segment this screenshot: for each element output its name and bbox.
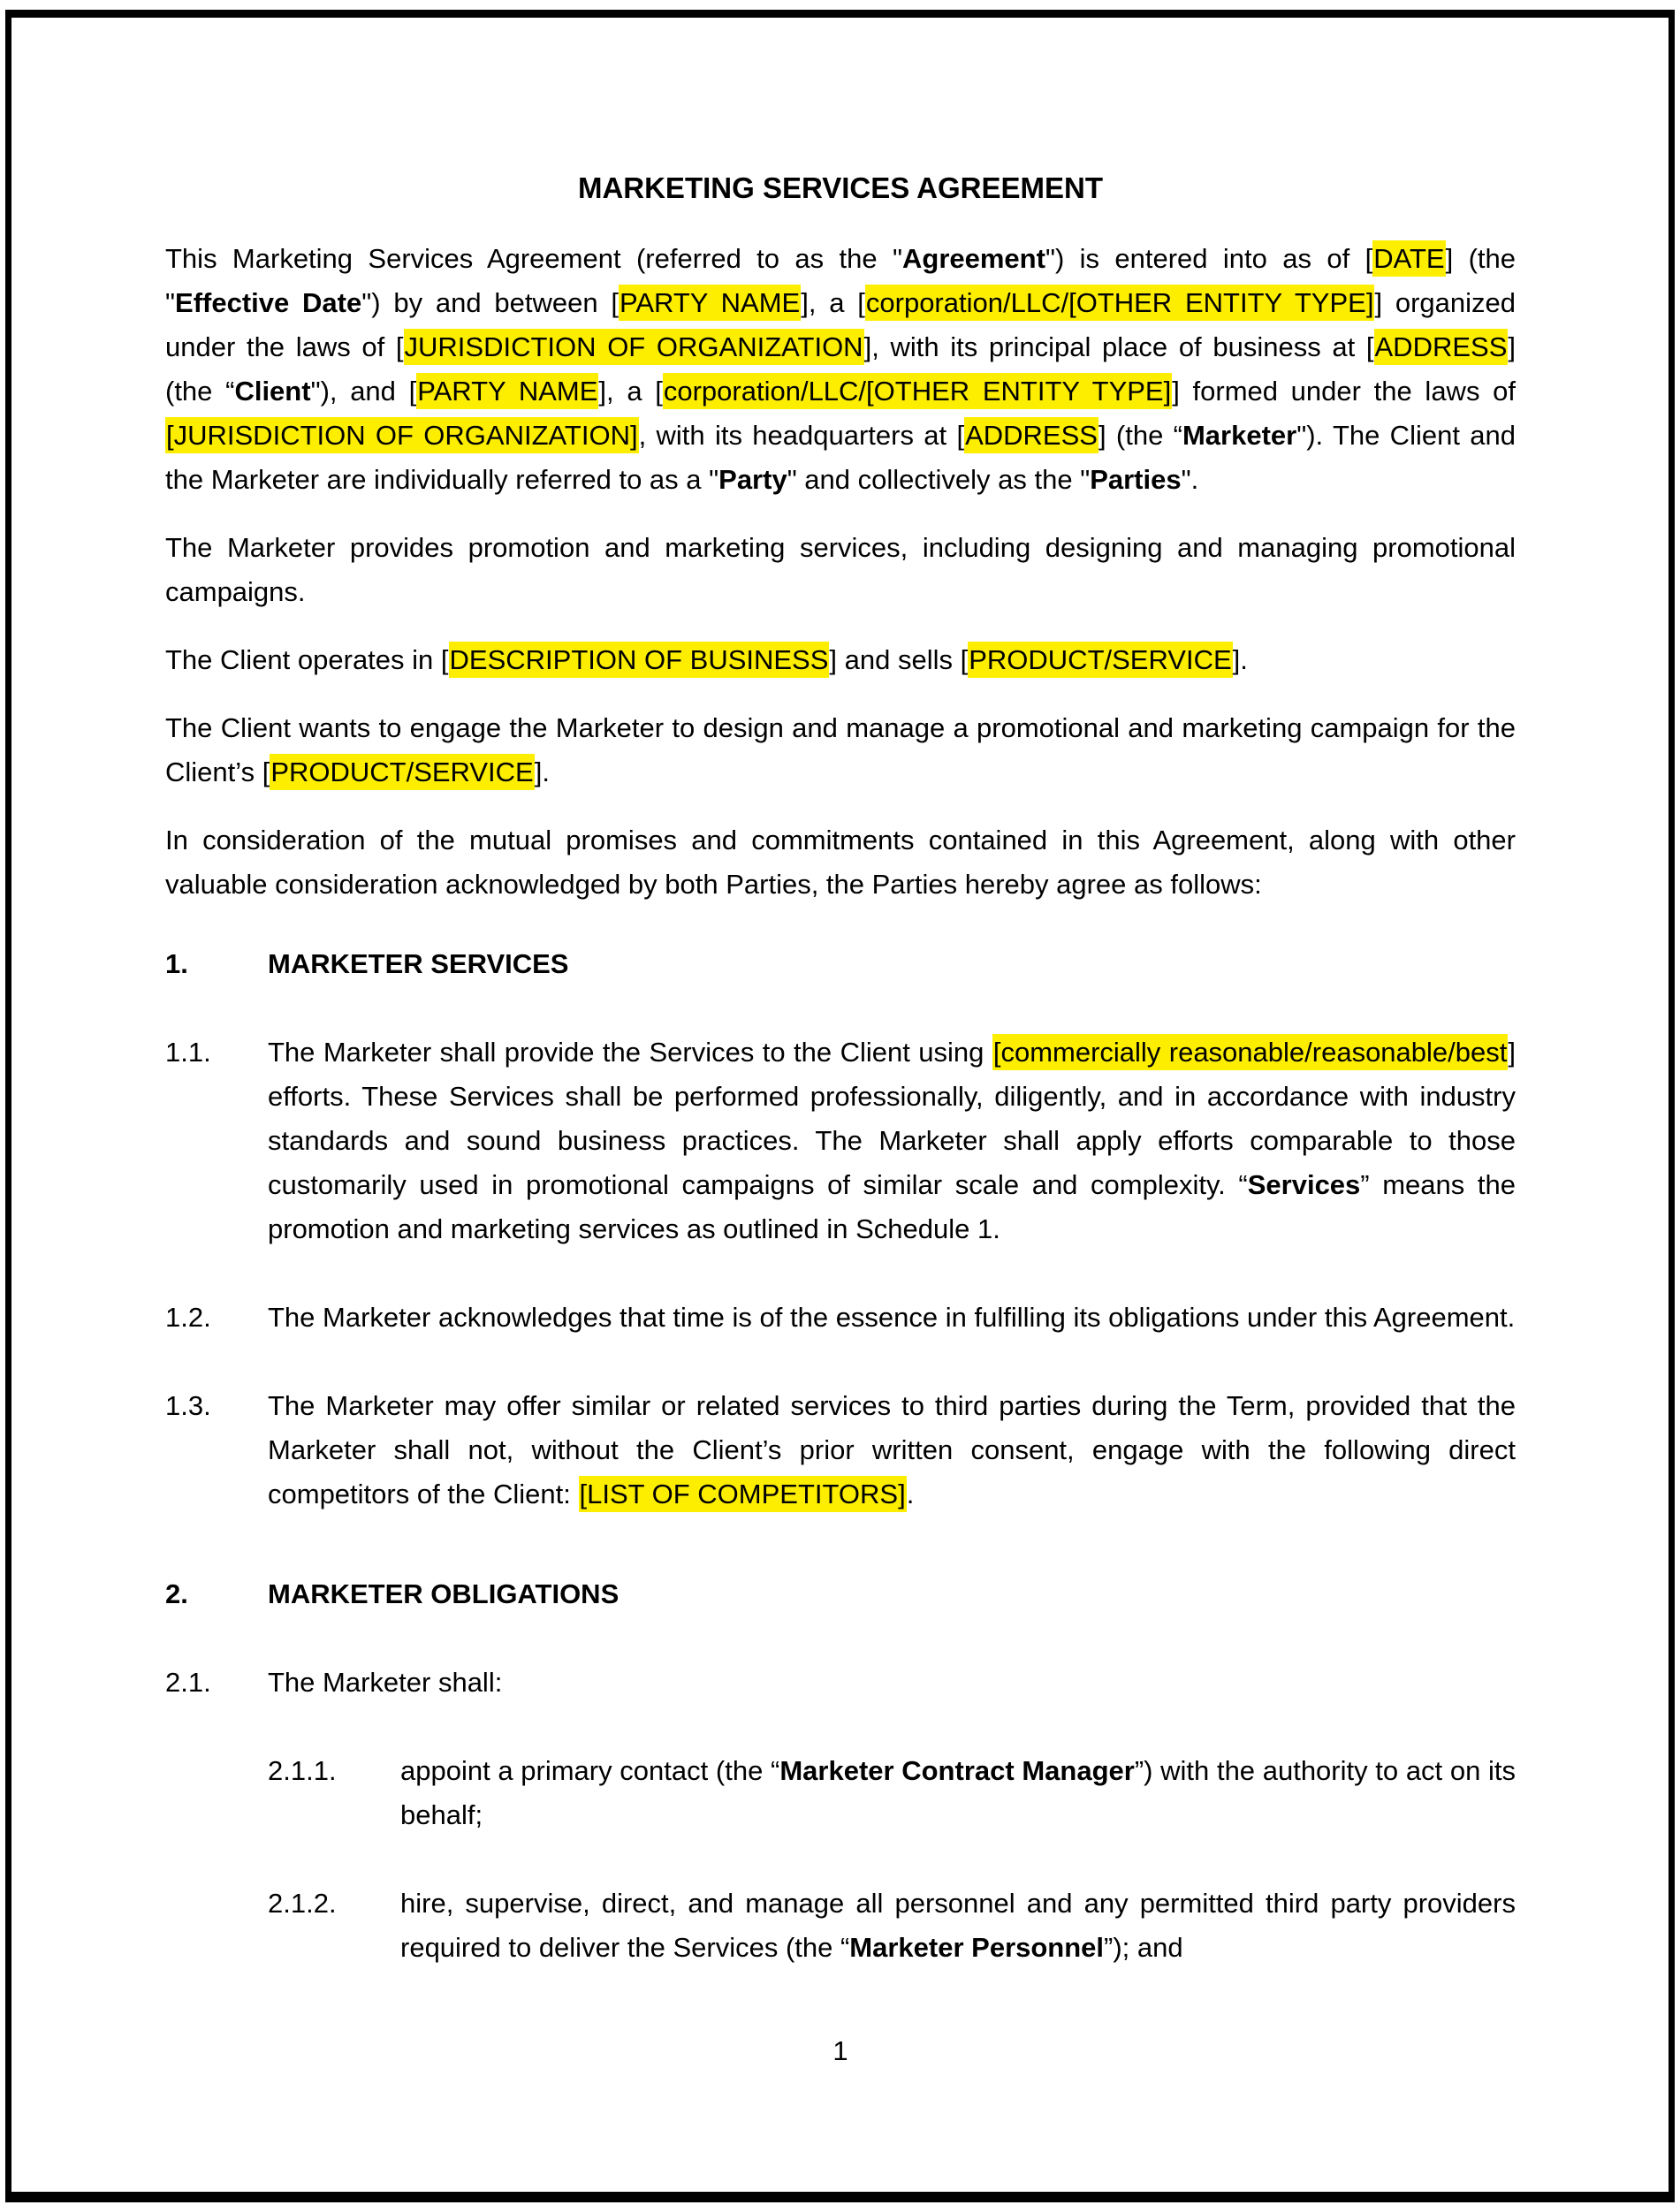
text-run: ], a [ xyxy=(801,287,865,318)
text-run: Services xyxy=(1247,1169,1361,1200)
placeholder-highlight: corporation/LLC/[OTHER ENTITY TYPE] xyxy=(865,285,1375,321)
text-run: hire, supervise, direct, and manage all personnel and any permitted third party providers required to deliver the Services (the “ xyxy=(400,1888,1516,1963)
text-run: The Marketer provides promotion and marketing services, including designing and managing promotional campaigns. xyxy=(165,532,1516,607)
text-run: ] (the " xyxy=(165,243,1516,318)
clause-number: 2.1.1. xyxy=(268,1755,337,1786)
text-run: "). The Client and the Marketer are individually referred to as a " xyxy=(165,420,1516,495)
text-run: , with its headquarters at [ xyxy=(638,420,965,451)
placeholder-highlight: [commercially reasonable/reasonable/best xyxy=(992,1034,1509,1070)
paragraph xyxy=(165,818,1516,907)
paragraph xyxy=(165,526,1516,614)
text-run: ”); and xyxy=(1104,1932,1183,1963)
clause-number: 2.1. xyxy=(165,1667,211,1698)
document-body xyxy=(165,166,1516,2073)
text-run: " and collectively as the " xyxy=(787,464,1091,495)
text-run: ") is entered into as of [ xyxy=(1045,243,1373,274)
text-run: Effective Date xyxy=(175,287,362,318)
text-run: The Client wants to engage the Marketer to design and manage a promotional and marketing campaign for the Client’s [ xyxy=(165,712,1516,787)
paragraph xyxy=(165,638,1516,682)
text-run: Parties xyxy=(1090,464,1182,495)
clause-item xyxy=(165,1749,1516,1837)
text-run: . xyxy=(906,1479,915,1509)
clause-item xyxy=(165,1030,1516,1251)
placeholder-highlight: ADDRESS xyxy=(964,417,1098,453)
placeholder-highlight: [JURISDICTION OF ORGANIZATION] xyxy=(165,417,639,453)
text-run: ] formed under the laws of xyxy=(1172,376,1516,407)
text-run: ". xyxy=(1181,464,1199,495)
page-number: 1 xyxy=(832,2035,848,2066)
clause-number: 1.3. xyxy=(165,1390,211,1421)
text-run: The Marketer shall provide the Services to the Client using xyxy=(268,1037,992,1068)
text-run: The Client operates in [ xyxy=(165,644,449,675)
text-run: appoint a primary contact (the “ xyxy=(400,1755,780,1786)
section-heading xyxy=(165,942,1516,986)
text-run: ] (the “ xyxy=(165,331,1516,407)
text-run: Agreement xyxy=(902,243,1045,274)
placeholder-highlight: [LIST OF COMPETITORS] xyxy=(579,1476,907,1512)
text-run: ]. xyxy=(1232,644,1248,675)
clause-item xyxy=(165,1384,1516,1517)
document-title: MARKETING SERVICES AGREEMENT xyxy=(577,171,1104,204)
placeholder-highlight: JURISDICTION OF ORGANIZATION xyxy=(404,329,864,365)
text-run: MARKETER OBLIGATIONS xyxy=(268,1578,620,1609)
text-run: ” means the promotion and marketing services as outlined in Schedule 1. xyxy=(268,1169,1516,1244)
text-run: ") by and between [ xyxy=(361,287,619,318)
section-heading xyxy=(165,1572,1516,1616)
text-run: ], a [ xyxy=(598,376,663,407)
placeholder-highlight: DESCRIPTION OF BUSINESS xyxy=(449,642,830,678)
text-run: Party xyxy=(718,464,787,495)
text-run: ] (the “ xyxy=(1098,420,1182,451)
text-run: The Marketer acknowledges that time is of the essence in fulfilling its obligations under this Agreement. xyxy=(268,1302,1516,1333)
paragraph xyxy=(165,706,1516,795)
placeholder-highlight: DATE xyxy=(1372,240,1445,277)
text-run: ] organized under the laws of [ xyxy=(165,287,1516,362)
text-run: In consideration of the mutual promises and commitments contained in this Agreement, along with other valuable consideration acknowledged by both Parties, the Parties hereby agree as follows: xyxy=(165,825,1516,900)
text-run: MARKETER SERVICES xyxy=(268,948,569,979)
text-run: ”) with the authority to act on its behalf; xyxy=(400,1755,1516,1830)
text-run: Marketer xyxy=(1182,420,1297,451)
clause-number: 1.1. xyxy=(165,1037,211,1068)
paragraph xyxy=(165,237,1516,502)
text-run: "), and [ xyxy=(310,376,417,407)
text-run: ] efforts. These Services shall be performed professionally, diligently, and in accordance with industry standards and sound business practices. The Marketer shall apply efforts comparable to those customarily used in promotional campaigns of similar scale and complexity. “ xyxy=(268,1037,1516,1200)
placeholder-highlight: PARTY NAME xyxy=(619,285,801,321)
clause-number: 1.2. xyxy=(165,1302,211,1333)
placeholder-highlight: PRODUCT/SERVICE xyxy=(968,642,1232,678)
clause-item xyxy=(165,1296,1516,1340)
placeholder-highlight: PRODUCT/SERVICE xyxy=(270,754,534,790)
placeholder-highlight: corporation/LLC/[OTHER ENTITY TYPE] xyxy=(663,373,1172,409)
text-run: Client xyxy=(234,376,311,407)
text-run: Marketer Contract Manager xyxy=(779,1755,1135,1786)
text-run: The Marketer may offer similar or related services to third parties during the Term, provided that the Marketer shall not, without the Client’s prior written consent, engage with the following direct competitors of the Client: xyxy=(268,1390,1516,1509)
placeholder-highlight: PARTY NAME xyxy=(416,373,598,409)
text-run: The Marketer shall: xyxy=(268,1667,503,1698)
clause-number: 2.1.2. xyxy=(268,1888,337,1919)
clause-item xyxy=(165,1882,1516,1970)
text-run: ] and sells [ xyxy=(829,644,969,675)
placeholder-highlight: ADDRESS xyxy=(1374,329,1509,365)
text-run: ], with its principal place of business at [ xyxy=(863,331,1374,362)
text-run: Marketer Personnel xyxy=(849,1932,1105,1963)
clause-item xyxy=(165,1661,1516,1705)
text-run: ]. xyxy=(534,757,550,787)
text-run: This Marketing Services Agreement (referred to as the " xyxy=(165,243,902,274)
section-number: 1. xyxy=(165,948,188,979)
section-number: 2. xyxy=(165,1578,188,1609)
